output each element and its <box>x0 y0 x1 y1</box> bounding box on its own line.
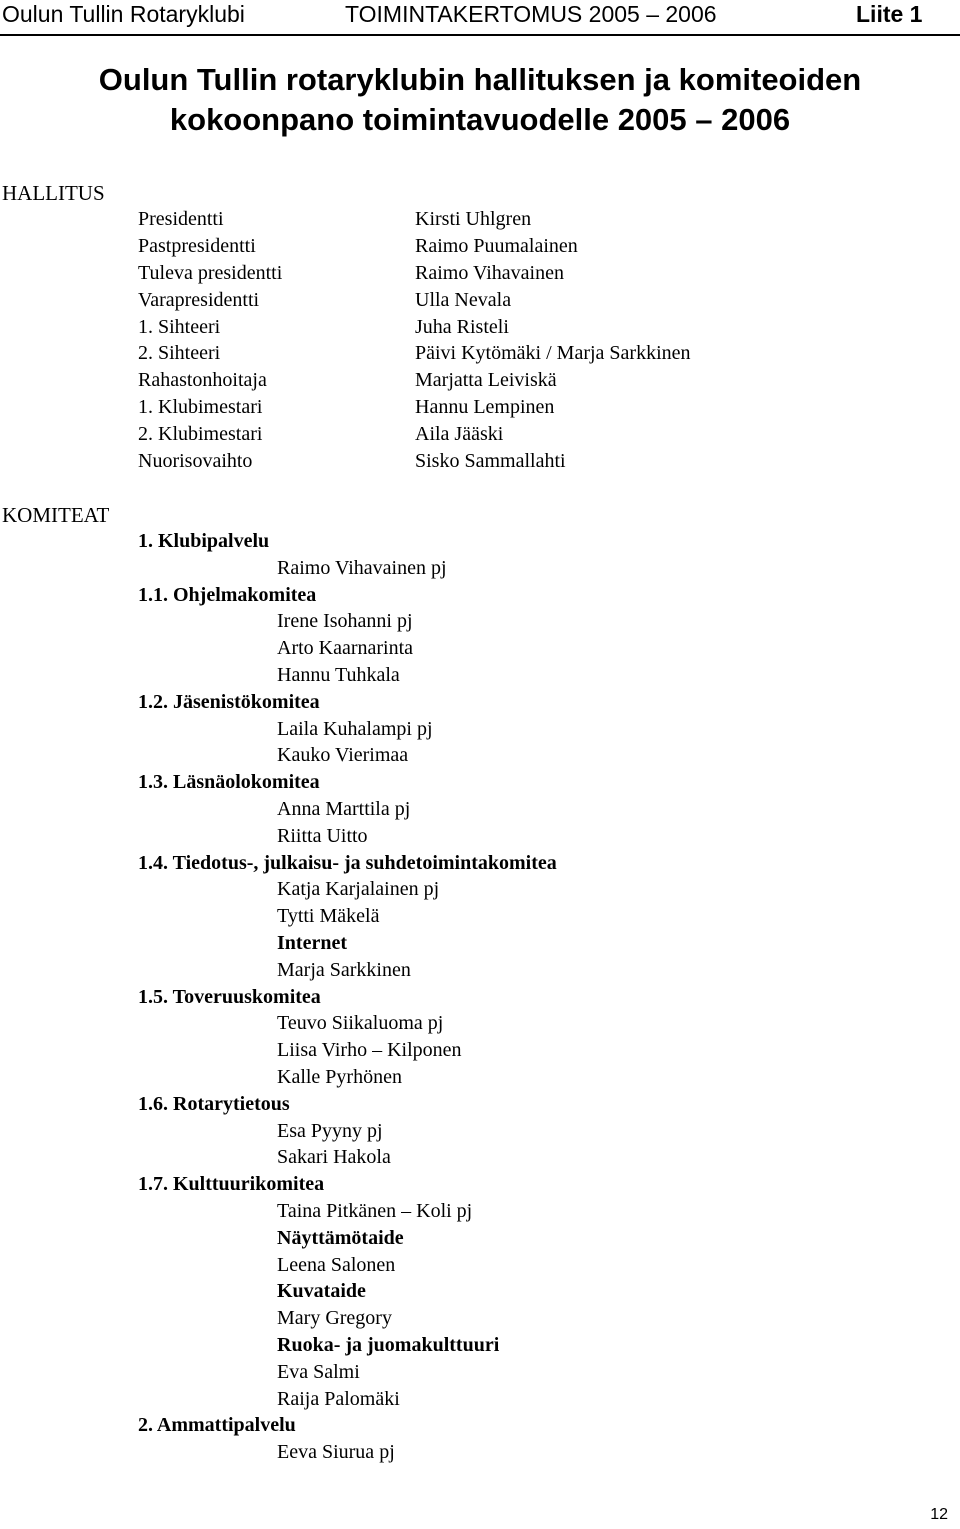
committee-member: Irene Isohanni pj <box>277 610 413 633</box>
committee-subsection: Kuvataide <box>277 1280 366 1303</box>
committee-member: Hannu Tuhkala <box>277 663 400 686</box>
board-person: Marjatta Leiviskä <box>415 369 557 392</box>
board-role: Pastpresidentti <box>138 234 256 257</box>
committee-member: Leena Salonen <box>277 1253 396 1276</box>
committee-member: Tytti Mäkelä <box>277 905 380 928</box>
committee-subsection: Näyttämötaide <box>277 1226 404 1249</box>
board-row <box>138 421 918 448</box>
committee-member: Teuvo Siikaluoma pj <box>277 1012 444 1035</box>
board-row <box>138 260 918 287</box>
committee-heading: 1.3. Läsnäolokomitea <box>138 771 320 794</box>
committee-heading: 1.2. Jäsenistökomitea <box>138 690 320 713</box>
board-person: Ulla Nevala <box>415 288 512 311</box>
board-role: 1. Klubimestari <box>138 396 263 419</box>
committee-member: Raija Palomäki <box>277 1387 400 1410</box>
committee-member: Arto Kaarnarinta <box>277 637 414 660</box>
document-title-line-1: Oulun Tullin rotaryklubin hallituksen ja komiteoiden <box>98 62 862 97</box>
board-row <box>138 340 918 367</box>
board-person: Raimo Puumalainen <box>415 234 578 257</box>
board-role: Nuorisovaihto <box>138 450 253 473</box>
board-person: Hannu Lempinen <box>415 396 555 419</box>
document-title <box>0 60 960 140</box>
committee-member: Eva Salmi <box>277 1360 360 1383</box>
committee-member: Kalle Pyrhönen <box>277 1065 402 1088</box>
board-person: Raimo Vihavainen <box>415 261 564 284</box>
committee-member: Liisa Virho – Kilponen <box>277 1039 462 1062</box>
committee-heading: 2. Ammattipalvelu <box>138 1414 296 1437</box>
header-attachment-label: Liite 1 <box>856 1 923 27</box>
board-person: Sisko Sammallahti <box>415 450 566 473</box>
committee-subsection: Internet <box>277 931 347 954</box>
committee-heading: 1.5. Toveruuskomitea <box>138 985 321 1008</box>
committee-member: Riitta Uitto <box>277 824 368 847</box>
board-row <box>138 367 918 394</box>
board-role: Presidentti <box>138 208 224 230</box>
committee-member: Anna Marttila pj <box>277 797 411 820</box>
committee-member: Kauko Vierimaa <box>277 744 409 767</box>
board-person: Päivi Kytömäki / Marja Sarkkinen <box>415 342 691 365</box>
board-row <box>138 394 918 421</box>
committee-member: Laila Kuhalampi pj <box>277 717 433 740</box>
page-header <box>0 0 960 36</box>
board-row <box>138 314 918 341</box>
board-role: 2. Klubimestari <box>138 423 263 446</box>
header-report-title: TOIMINTAKERTOMUS 2005 – 2006 <box>345 1 717 27</box>
board-list <box>138 206 918 475</box>
committee-member: Taina Pitkänen – Koli pj <box>277 1199 473 1222</box>
committee-heading: 1.4. Tiedotus-, julkaisu- ja suhdetoimintakomitea <box>138 851 557 874</box>
committee-heading: 1.6. Rotarytietous <box>138 1092 290 1115</box>
board-person: Kirsti Uhlgren <box>415 208 532 230</box>
board-row <box>138 206 918 233</box>
board-role: Tuleva presidentti <box>138 261 283 284</box>
board-role: 2. Sihteeri <box>138 342 221 365</box>
committee-member: Mary Gregory <box>277 1307 392 1330</box>
committee-subsection: Ruoka- ja juomakulttuuri <box>277 1333 500 1356</box>
board-role: Varapresidentti <box>138 288 260 311</box>
board-section-label: HALLITUS <box>2 181 105 205</box>
committee-member: Marja Sarkkinen <box>277 958 411 981</box>
page-number: 12 <box>930 1506 948 1523</box>
committee-member: Esa Pyyny pj <box>277 1119 383 1142</box>
committees-section-label: KOMITEAT <box>2 503 110 527</box>
board-person: Juha Risteli <box>415 315 509 338</box>
committee-member: Raimo Vihavainen pj <box>277 556 447 579</box>
board-row <box>138 287 918 314</box>
committee-heading: 1. Klubipalvelu <box>138 530 270 552</box>
header-club-name: Oulun Tullin Rotaryklubi <box>2 1 245 27</box>
board-row <box>138 448 918 475</box>
committee-member: Eeva Siurua pj <box>277 1441 395 1464</box>
board-row <box>138 233 918 260</box>
committee-heading: 1.7. Kulttuurikomitea <box>138 1173 325 1196</box>
committee-member: Katja Karjalainen pj <box>277 878 440 901</box>
board-person: Aila Jääski <box>415 423 504 446</box>
committee-heading: 1.1. Ohjelmakomitea <box>138 583 317 606</box>
document-title-line-2: kokoonpano toimintavuodelle 2005 – 2006 <box>169 102 791 137</box>
committees-list <box>138 528 918 1466</box>
board-role: Rahastonhoitaja <box>138 369 267 392</box>
board-role: 1. Sihteeri <box>138 315 221 338</box>
committee-member: Sakari Hakola <box>277 1146 391 1169</box>
